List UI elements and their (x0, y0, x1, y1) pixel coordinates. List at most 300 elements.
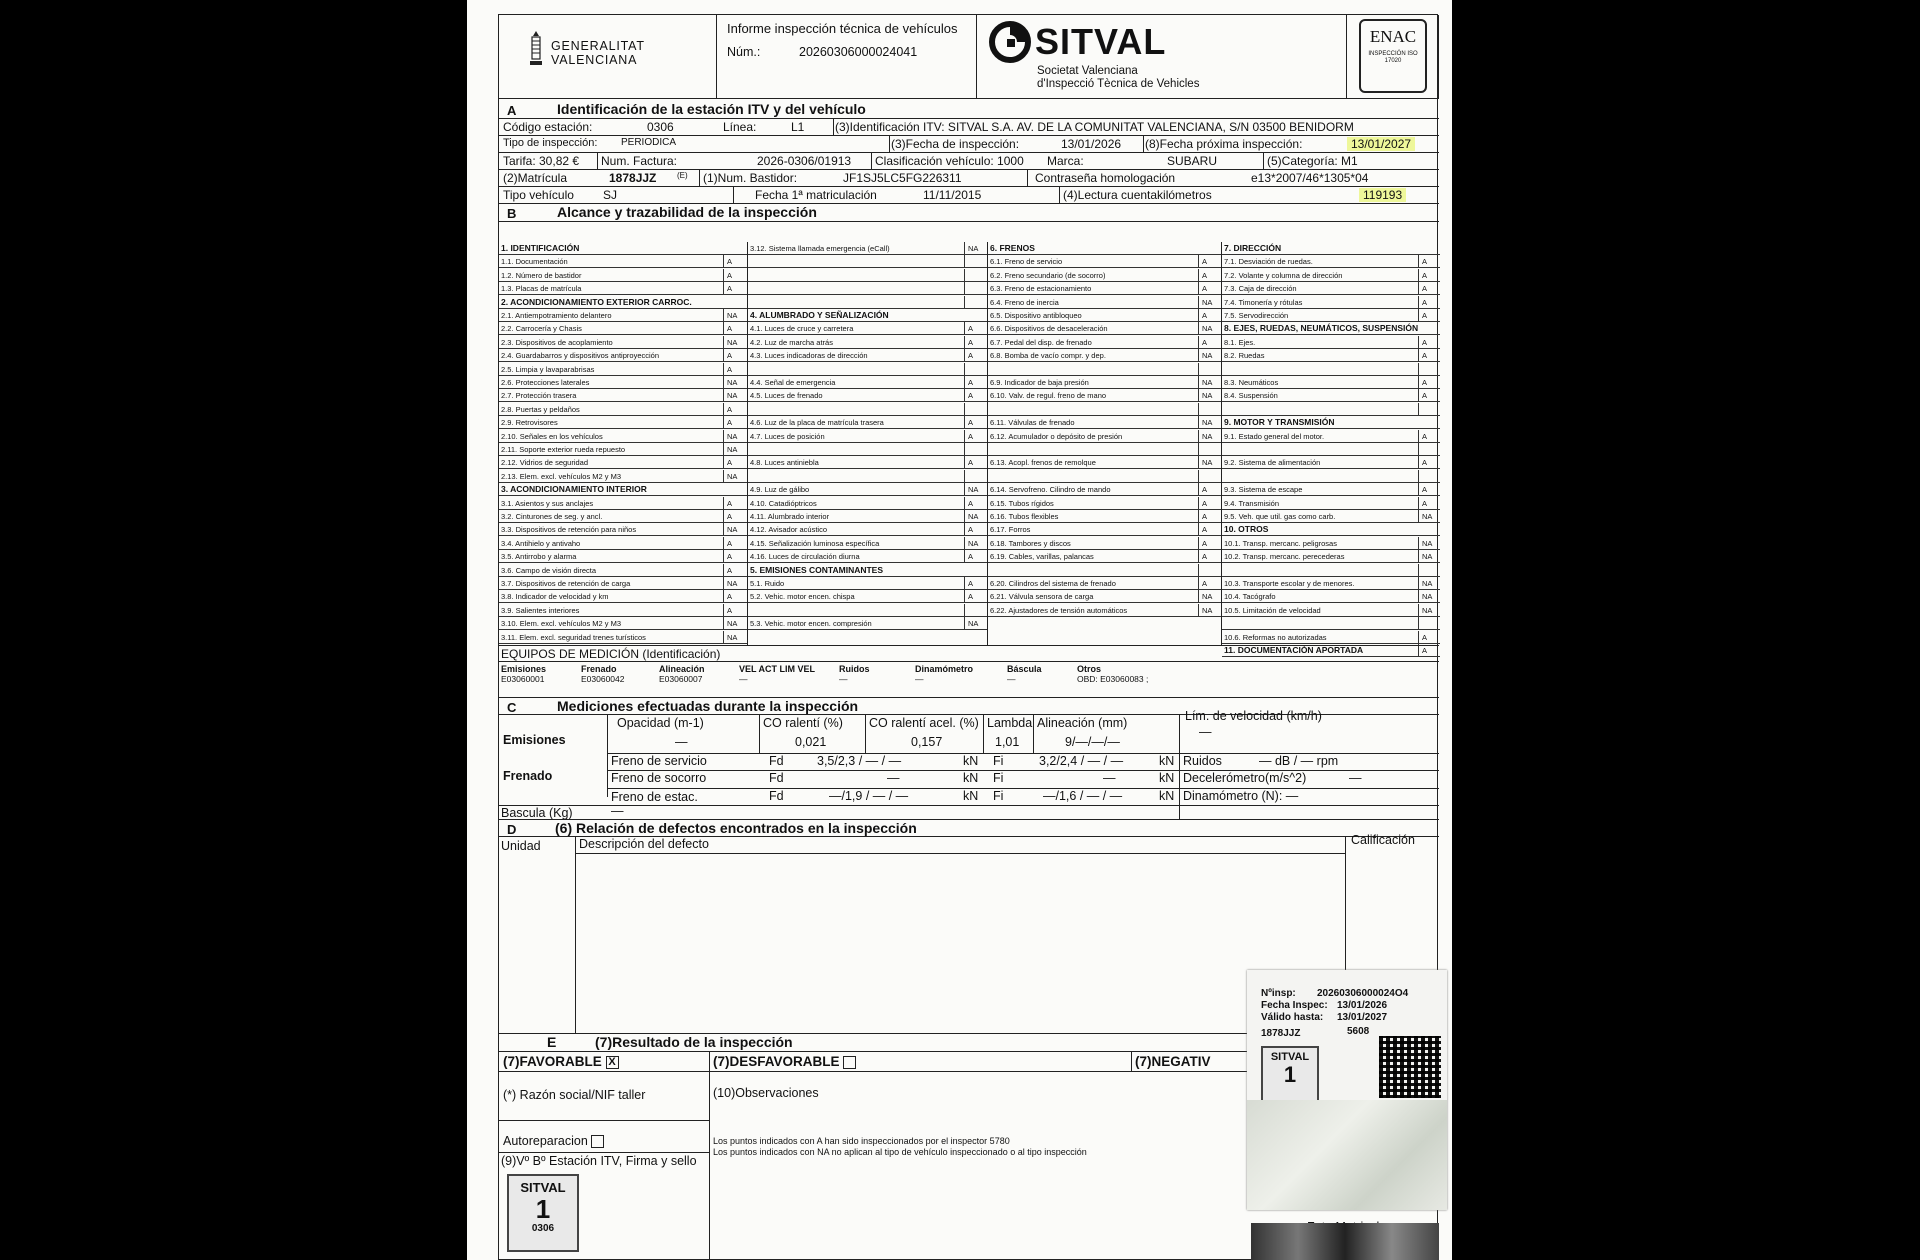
checklist-item (748, 349, 988, 362)
checklist-item-label: 2.1. Antiempotramiento delantero (501, 311, 612, 320)
qr-code-icon (1379, 1036, 1441, 1098)
checklist-item-result: NA (1422, 512, 1433, 521)
checklist-item-label: 10.5. Limitación de velocidad (1224, 605, 1321, 615)
section-e-heading: (7)Resultado de la inspección (595, 1034, 793, 1050)
checklist-item-label: 5.3. Vehic. motor encen. compresión (750, 619, 872, 629)
section-e-letter: E (547, 1034, 557, 1050)
categoria: (5)Categoría: M1 (1267, 154, 1358, 168)
tipo-label: Tipo de inspección: (503, 137, 598, 149)
enac-block (1347, 15, 1439, 99)
checklist-item (748, 282, 988, 295)
checklist-item-result: A (968, 525, 974, 535)
equipo-label: Emisiones (501, 664, 547, 674)
checklist-item-result: A (1202, 311, 1208, 320)
equipo-value: OBD: E03060083 ; (1077, 674, 1149, 684)
equipos-title: EQUIPOS DE MEDICIÓN (Identificación) (501, 647, 721, 661)
checklist-item (748, 309, 988, 322)
checklist-item-result: A (727, 538, 733, 548)
checklist-item (499, 590, 747, 603)
checklist-item-result: NA (1422, 579, 1433, 588)
freno-socorro-label: Freno de socorro (611, 771, 707, 785)
checklist-item (1222, 564, 1440, 577)
section-c-heading: Mediciones efectuadas durante la inspección (557, 698, 859, 714)
checklist-item-result: A (1422, 485, 1428, 495)
checklist-item (988, 282, 1222, 295)
checklist-item (499, 255, 747, 268)
sticker-n-label: Nºinsp: (1261, 988, 1296, 999)
checklist-item-result: A (1202, 579, 1208, 588)
checklist-item-result: NA (968, 538, 979, 548)
checklist-item (1222, 322, 1440, 335)
checklist-item (499, 577, 747, 590)
equipo-label: Dinamómetro (915, 664, 974, 674)
checklist-item (1222, 456, 1440, 469)
checklist-item (1222, 537, 1440, 550)
checklist-item-result: NA (968, 485, 979, 495)
checklist-item-label: 7.3. Caja de dirección (1224, 284, 1297, 294)
checklist-item-label: 10.3. Transporte escolar y de menores. (1224, 579, 1355, 588)
observaciones-label: (10)Observaciones (713, 1086, 819, 1100)
checklist-item (988, 483, 1222, 496)
equipo-label: Alineación (659, 664, 705, 674)
checklist-item-label: 3.7. Dispositivos de retención de carga (501, 579, 631, 588)
checklist-item (499, 497, 747, 510)
checklist-item-label: 5.2. Vehic. motor encen. chispa (750, 592, 855, 602)
lambda-value: 1,01 (995, 735, 1020, 749)
checklist-item-label: 3.6. Campo de visión directa (501, 565, 597, 575)
checklist-item (748, 550, 988, 563)
checklist-item-label: 4.12. Avisador acústico (750, 525, 827, 535)
autoreparacion-label: Autoreparacion (503, 1134, 588, 1148)
checklist-item (1222, 309, 1440, 322)
co-ralenti-value: 0,021 (795, 735, 827, 749)
checklist-item-label: 6.3. Freno de estacionamiento (990, 284, 1092, 294)
est-fd-unit: kN (963, 789, 979, 803)
section-b-title (499, 204, 1439, 222)
checklist-item (988, 336, 1222, 349)
sticker-fecha: 13/01/2026 (1337, 1000, 1388, 1011)
soc-fd-unit: kN (963, 771, 979, 785)
checklist-item (988, 537, 1222, 550)
checklist-col-1 (499, 242, 747, 645)
firma-label: (9)Vº Bº Estación ITV, Firma y sello (501, 1154, 697, 1168)
checklist-item (748, 403, 988, 416)
checklist-item-result: A (727, 418, 733, 428)
checklist-item (1222, 430, 1440, 443)
checklist-item-label: 10.2. Transp. mercanc. perecederas (1224, 552, 1345, 562)
checklist-item-label: 4.8. Luces antiniebla (750, 458, 819, 468)
checklist-item (499, 376, 747, 389)
descripcion-header: Descripción del defecto (579, 837, 709, 851)
equipo-label: Frenado (581, 664, 617, 674)
checklist-item-result: A (727, 351, 733, 361)
checklist-item (988, 523, 1222, 536)
soc-fi-value: — (1103, 771, 1116, 785)
checklist-item (748, 416, 988, 429)
checklist-item (748, 296, 988, 309)
equipo-value: E03060007 (659, 674, 703, 684)
checklist-item-label: 7.1. Desviación de ruedas. (1224, 257, 1313, 267)
alineacion-label: Alineación (mm) (1037, 716, 1128, 730)
checklist-item-result: A (968, 592, 974, 602)
checklist-item (1222, 282, 1440, 295)
sticker-code: 5608 (1347, 1026, 1370, 1037)
fecha-prox-label: (8)Fecha próxima inspección: (1145, 137, 1303, 151)
serv-fd-unit: kN (963, 754, 979, 768)
checklist-item (499, 296, 747, 309)
checklist-item (748, 604, 988, 617)
desfavorable-option (713, 1054, 856, 1069)
checklist-item (1222, 443, 1440, 456)
checklist-item (1222, 550, 1440, 563)
enac-sub: INSPECCIÓN ISO 17020 (1368, 51, 1418, 64)
generalitat-line2: VALENCIANA (551, 53, 638, 67)
checklist-item (748, 376, 988, 389)
checklist-item-label: 4.9. Luz de gálibo (750, 485, 810, 495)
checklist-item (499, 322, 747, 335)
checklist-item-result: A (1202, 257, 1208, 267)
checklist-item (748, 255, 988, 268)
checklist-item-label: 6.15. Tubos rígidos (990, 498, 1054, 508)
checklist-item (499, 282, 747, 295)
checklist-item-label: 6.13. Acopl. frenos de remolque (990, 458, 1096, 468)
checklist-item-label: 7. DIRECCIÓN (1224, 243, 1282, 253)
checklist-item-label: 6.11. Válvulas de frenado (990, 418, 1075, 428)
bastidor-value: JF1SJ5LC5FG226311 (843, 171, 962, 185)
checklist-item-label: 4.6. Luz de la placa de matrícula trasera (750, 418, 884, 428)
checklist-item (499, 389, 747, 402)
checklist-item-label: 6.8. Bomba de vacío compr. y dep. (990, 351, 1106, 361)
sticker-matricula: 1878JJZ (1261, 1028, 1301, 1039)
est-fi-label: Fi (993, 789, 1004, 803)
checklist-item-result: NA (727, 632, 738, 642)
factura-value: 2026-0306/01913 (757, 154, 852, 168)
sitval-block (977, 15, 1347, 99)
checklist-item-result: NA (1202, 458, 1213, 468)
checklist-item-result: NA (968, 512, 979, 521)
est-fi-value: —/1,6 / — / — (1043, 789, 1123, 803)
checklist-item-label: 2.4. Guardabarros y dispositivos antiproyección (501, 351, 659, 361)
checklist-item (1222, 255, 1440, 268)
fecha-matric-value: 11/11/2015 (923, 188, 982, 202)
checklist-item-label: 6.7. Pedal del disp. de frenado (990, 337, 1092, 347)
freno-estac-label: Freno de estac. (611, 790, 698, 804)
checklist-item-label: 6.2. Freno secundario (de socorro) (990, 270, 1106, 280)
report-title: Informe inspección técnica de vehículos (727, 21, 958, 36)
checklist-item-label: 4.7. Luces de posición (750, 431, 825, 441)
sitval-sub2: d'Inspecció Tècnica de Vehicles (1037, 78, 1200, 90)
razon-social-label: (*) Razón social/NIF taller (503, 1088, 646, 1102)
checklist-item (748, 430, 988, 443)
desfavorable-label: (7)DESFAVORABLE (713, 1054, 840, 1069)
equipo-label: Báscula (1007, 664, 1042, 674)
checklist-item-result: NA (727, 579, 738, 588)
co-ralenti-label: CO ralentí (%) (763, 716, 843, 730)
observacion-line1: Los puntos indicados con A han sido inspeccionados por el inspector 5780 (713, 1136, 1010, 1146)
autoreparacion-checkbox[interactable] (591, 1135, 604, 1148)
marca-value: SUBARU (1167, 154, 1218, 168)
row-tarifa (499, 153, 1439, 170)
decel-label: Decelerómetro(m/s^2) (1183, 771, 1307, 785)
checklist-item-label: 4. ALUMBRADO Y SEÑALIZACIÓN (750, 310, 889, 320)
equipo-item (915, 664, 973, 684)
checklist-item (988, 296, 1222, 309)
checklist-item-label: 3.2. Cinturones de seg. y ancl. (501, 512, 603, 521)
checklist-item-label: 6.21. Válvula sensora de carga (990, 592, 1094, 602)
frenado-label: Frenado (503, 769, 553, 783)
checklist-item-label: 6.12. Acumulador o depósito de presión (990, 431, 1123, 441)
checklist-item (499, 336, 747, 349)
checklist-item-result: A (1202, 498, 1208, 508)
dinamometro: Dinamómetro (N): — (1183, 789, 1299, 803)
equipo-value: E03060042 (581, 674, 625, 684)
opacidad-value: — (675, 735, 688, 749)
checklist-item-label: 9.5. Veh. que util. gas como carb. (1224, 512, 1336, 521)
serv-fi-value: 3,2/2,4 / — / — (1039, 754, 1124, 768)
checklist-item-result: A (1202, 485, 1208, 495)
checklist-item-result: A (1422, 270, 1428, 280)
report-header (499, 15, 1439, 99)
checklist-item-result: A (727, 512, 733, 521)
checklist-item-result: NA (1202, 605, 1213, 615)
inspection-report (498, 14, 1438, 1260)
sitval-name: SITVAL (1035, 21, 1167, 62)
checklist-item-label: 3.1. Asientos y sus anclajes (501, 498, 594, 508)
row-matricula (499, 170, 1439, 187)
desfavorable-checkbox[interactable] (843, 1056, 856, 1069)
equipo-value: — (739, 674, 748, 684)
equipo-value: — (839, 674, 848, 684)
checklist-col-3 (987, 242, 1221, 645)
checklist-item (748, 389, 988, 402)
checklist-item-label: 9.3. Sistema de escape (1224, 485, 1303, 495)
checklist-item (1222, 617, 1440, 630)
row-tipo-vehiculo (499, 187, 1439, 204)
checklist-item-label: 6.22. Ajustadores de tensión automáticos (990, 605, 1128, 615)
checklist-item-label: 4.5. Luces de frenado (750, 391, 823, 401)
checklist-item (499, 483, 747, 496)
sitval-subtitle (1037, 65, 1199, 91)
report-num-label: Núm.: (727, 45, 761, 59)
clasificacion: Clasificación vehículo: 1000 (875, 154, 1024, 168)
checklist-item (988, 550, 1222, 563)
equipos-row (499, 661, 1439, 697)
checklist-item-result: A (727, 404, 733, 414)
checklist-item-result: NA (727, 619, 738, 629)
checklist-item-result: NA (1202, 391, 1213, 401)
plate-photo (1251, 1223, 1439, 1260)
checklist-item (1222, 631, 1440, 644)
checklist-item (1222, 403, 1440, 416)
checklist-item-result: A (727, 324, 733, 334)
equipo-label: Ruidos (839, 664, 870, 674)
checklist-col-4 (1221, 242, 1439, 655)
co-acel-value: 0,157 (911, 735, 943, 749)
checklist-item-result: A (727, 284, 733, 294)
checklist-item (988, 456, 1222, 469)
checklist-item (988, 269, 1222, 282)
section-a-title (499, 101, 1439, 119)
checklist-item-label: 3.4. Antihielo y antivaho (501, 538, 581, 548)
checklist-item (499, 456, 747, 469)
serv-fd-value: 3,5/2,3 / — / — (817, 754, 902, 768)
lambda-label: Lambda (987, 716, 1033, 730)
checklist-item-result: A (1422, 337, 1428, 347)
checklist-item (748, 456, 988, 469)
checklist-item-result: A (727, 552, 733, 562)
hologram (1247, 1100, 1447, 1210)
equipo-item (1007, 664, 1042, 684)
checklist-item-label: 8. EJES, RUEDAS, NEUMÁTICOS, SUSPENSIÓN (1224, 323, 1419, 334)
checklist-item-result: NA (1202, 324, 1213, 334)
checklist-item (988, 470, 1222, 483)
sticker-valido: 13/01/2027 (1337, 1012, 1388, 1023)
checklist-item-result: NA (727, 471, 738, 481)
equipo-item (581, 664, 625, 684)
checklist-item (988, 389, 1222, 402)
checklist-item (1222, 389, 1440, 402)
checklist-item (499, 470, 747, 483)
checklist-item-label: 3. ACONDICIONAMIENTO INTERIOR (501, 484, 647, 495)
checklist-item-label: 3.5. Antirrobo y alarma (501, 552, 577, 562)
codigo-label: Código estación: (503, 120, 593, 134)
checklist-item-result: A (1202, 284, 1208, 294)
checklist-item-label: 11. DOCUMENTACIÓN APORTADA (1224, 645, 1364, 655)
enac-text: ENAC (1369, 27, 1417, 46)
checklist-item-result: A (968, 458, 974, 468)
checklist-item-label: 3.10. Elem. excl. vehículos M2 y M3 (501, 619, 622, 629)
checklist-item (748, 269, 988, 282)
checklist-item (499, 564, 747, 577)
itv-ident: (3)Identificación ITV: SITVAL S.A. AV. DE LA COMUNITAT VALENCIANA, S/N 03500 BENIDORM (835, 120, 1354, 134)
stamp-code: 0306 (531, 1223, 555, 1234)
soc-fi-unit: kN (1159, 771, 1175, 785)
checklist-item-result: NA (1422, 538, 1433, 548)
fecha-insp-label: (3)Fecha de inspección: (891, 137, 1020, 151)
checklist-item-label: 6.18. Tambores y discos (990, 538, 1071, 548)
est-fi-unit: kN (1159, 789, 1175, 803)
checklist-item-label: 8.3. Neumáticos (1224, 378, 1279, 387)
checklist-item-result: NA (1422, 592, 1433, 602)
checklist-item (1222, 523, 1440, 536)
checklist-item (748, 523, 988, 536)
checklist-item (1222, 416, 1440, 429)
lim-vel-value: — (1199, 725, 1212, 739)
equipo-item (739, 664, 815, 684)
sticker-n: 20260306000024O4 (1317, 988, 1409, 999)
sticker-stamp-num: 1 (1283, 1062, 1297, 1087)
checklist-item-result: A (1422, 257, 1428, 267)
checklist-item-label: 6.10. Valv. de regul. freno de mano (990, 391, 1107, 401)
checklist-item (1222, 296, 1440, 309)
checklist-item (748, 336, 988, 349)
generalitat-logo-icon (527, 31, 545, 67)
checklist-item-result: NA (1202, 431, 1213, 441)
checklist-item (499, 537, 747, 550)
negativa-label: (7)NEGATIV (1135, 1054, 1211, 1069)
checklist-item (988, 604, 1222, 617)
enac-logo (1359, 19, 1427, 93)
checklist-item-result: NA (1422, 605, 1433, 615)
checklist-item-result: A (968, 378, 974, 387)
tipo-vehiculo-value: SJ (603, 188, 618, 202)
checklist-item-label: 9.4. Transmisión (1224, 498, 1280, 508)
section-b-heading: Alcance y trazabilidad de la inspección (557, 204, 817, 220)
checklist-item-result: A (968, 391, 974, 401)
checklist-item-label: 2.10. Señales en los vehículos (501, 431, 603, 441)
checklist-item (499, 523, 747, 536)
checklist-item-result: A (1422, 646, 1428, 655)
checklist-item (748, 242, 988, 255)
checklist-item-label: 4.4. Señal de emergencia (750, 378, 836, 387)
unidad-header: Unidad (501, 839, 541, 853)
checklist-item-result: NA (727, 525, 738, 535)
homologacion-value: e13*2007/46*1305*04 (1251, 171, 1369, 185)
matricula-label: (2)Matrícula (503, 171, 568, 185)
checklist-item-result: A (1422, 297, 1428, 307)
tipo-vehiculo-label: Tipo vehículo (503, 188, 574, 202)
checklist-item (988, 242, 1222, 255)
row-station (499, 119, 1439, 136)
checklist-item (748, 483, 988, 496)
checklist-item (499, 242, 747, 255)
checklist-item (748, 497, 988, 510)
checklist-item-label: 8.2. Ruedas (1224, 351, 1265, 361)
soc-fd-value: — (887, 771, 900, 785)
checklist-item-label: 4.16. Luces de circulación diurna (750, 552, 860, 562)
freno-servicio-label: Freno de servicio (611, 754, 707, 768)
checklist-item (499, 349, 747, 362)
checklist-item (1222, 604, 1440, 617)
km-label: (4)Lectura cuentakilómetros (1063, 188, 1212, 202)
checklist-item (1222, 510, 1440, 523)
equipo-value: — (1007, 674, 1016, 684)
checklist-item-result: A (1422, 431, 1428, 441)
checklist-item-label: 8.1. Ejes. (1224, 337, 1256, 347)
itv-sticker (1247, 970, 1447, 1210)
checklist-item-result: A (1202, 525, 1208, 535)
opacidad-label: Opacidad (m-1) (617, 716, 704, 730)
checklist-item-label: 4.2. Luz de marcha atrás (750, 337, 833, 347)
checklist-item (988, 577, 1222, 590)
checklist-item-result: A (968, 351, 974, 361)
checklist-item-result: A (1422, 284, 1428, 294)
checklist-item-result: A (1422, 378, 1428, 387)
checklist-item (1222, 577, 1440, 590)
checklist-item-result: NA (1202, 378, 1213, 387)
alineacion-value: 9/—/—/— (1065, 735, 1120, 749)
checklist-item-result: A (968, 324, 974, 334)
checklist-item (499, 403, 747, 416)
linea-label: Línea: (723, 120, 757, 134)
checklist-item (988, 363, 1222, 376)
checklist-item-label: 10.1. Transp. mercanc. peligrosas (1224, 538, 1337, 548)
checklist-item-label: 1.1. Documentación (501, 257, 568, 267)
checklist-item (1222, 590, 1440, 603)
checklist-item-label: 10. OTROS (1224, 524, 1269, 535)
stamp-number: 1 (535, 1194, 551, 1224)
checklist-item-result: A (727, 605, 733, 615)
checklist-item-label: 6.4. Freno de inercia (990, 297, 1059, 307)
emisiones-label: Emisiones (503, 733, 566, 747)
favorable-checkbox[interactable]: X (606, 1056, 619, 1069)
checklist-item-result: A (968, 431, 974, 441)
checklist-item-label: 4.10. Catadióptricos (750, 498, 817, 508)
checklist-item-label: 3.8. Indicador de velocidad y km (501, 592, 609, 602)
checklist-item-label: 3.11. Elem. excl. seguridad trenes turísticos (501, 632, 646, 642)
checklist-item-label: 3.3. Dispositivos de retención para niños (501, 525, 637, 535)
checklist-item (499, 269, 747, 282)
